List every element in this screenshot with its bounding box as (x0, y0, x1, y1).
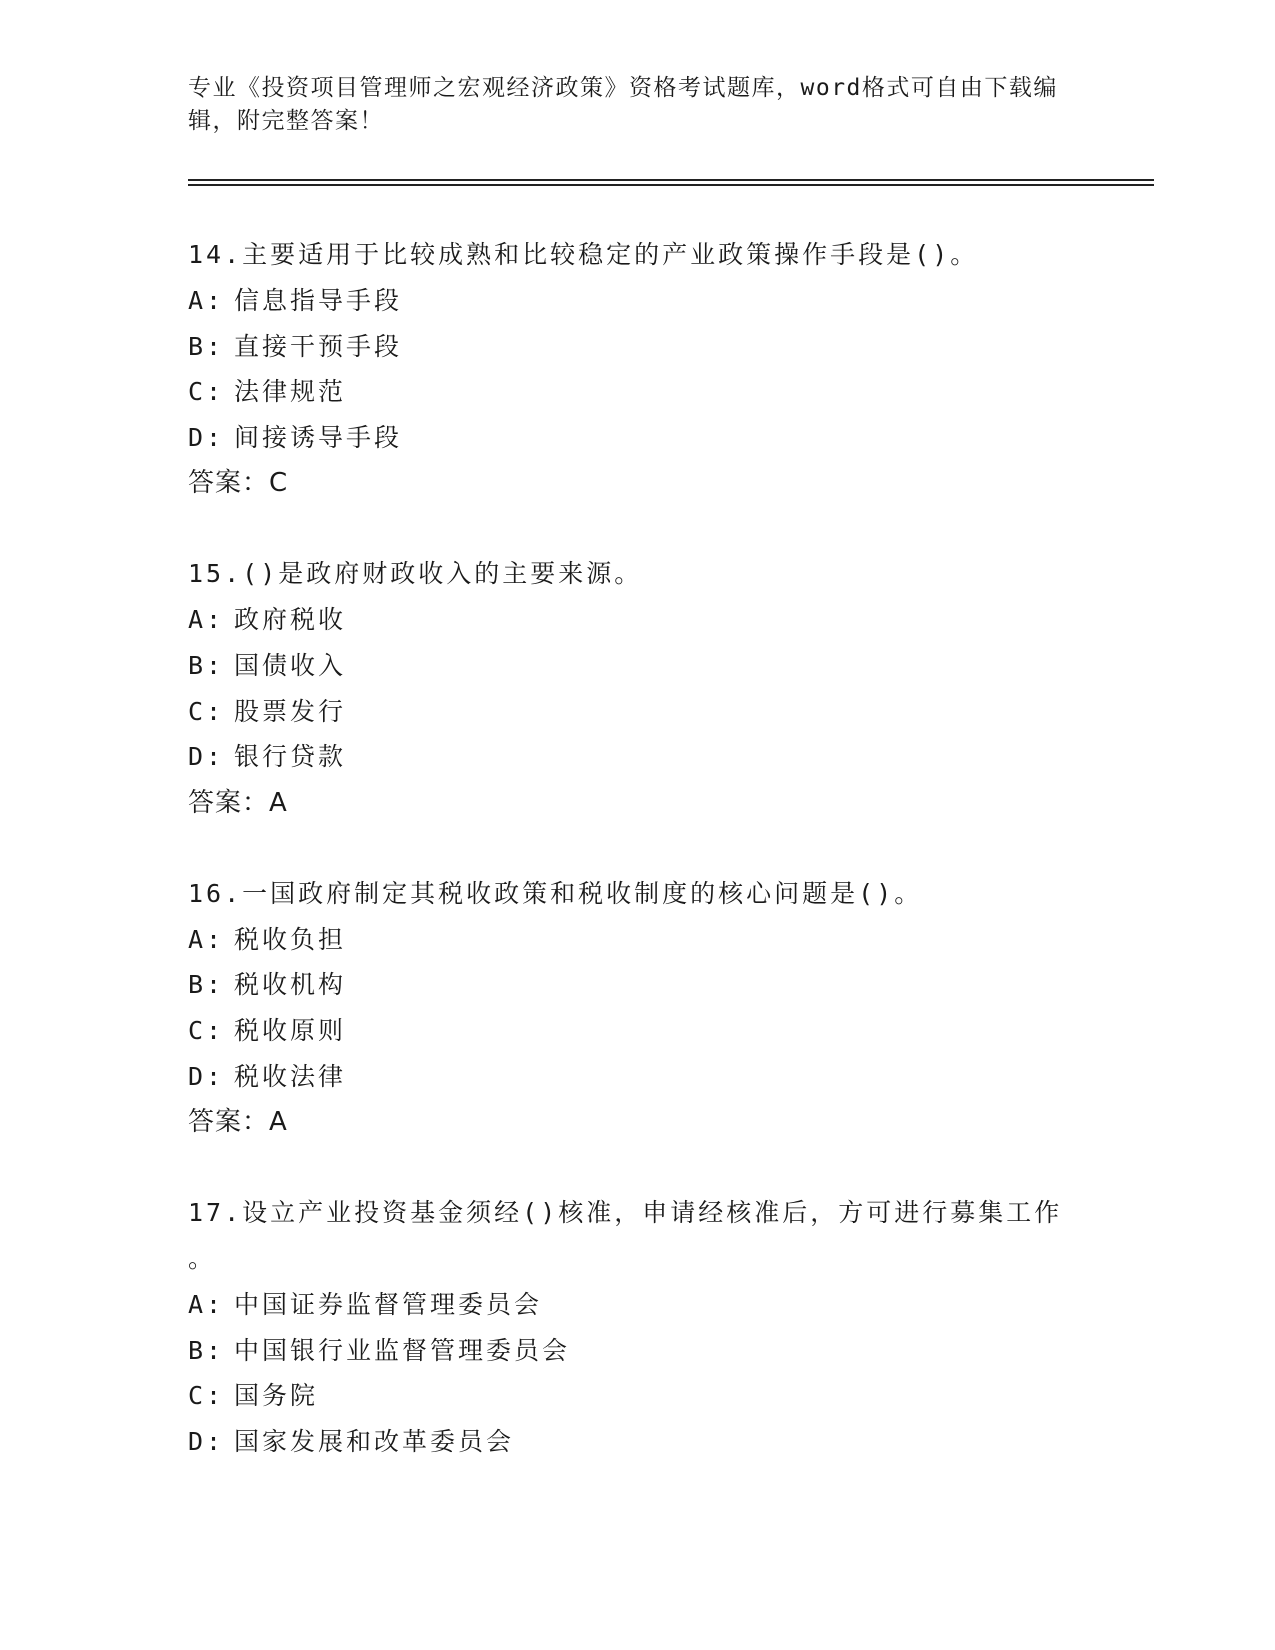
option-text: 中国证券监督管理委员会 (234, 1290, 543, 1320)
question-stem: 14.主要适用于比较成熟和比较稳定的产业政策操作手段是()。 (188, 240, 979, 269)
answer-line: 答案：A (188, 787, 288, 818)
option-d (188, 734, 1108, 780)
answer-line: 答案：A (188, 1107, 288, 1138)
option-d (188, 1419, 1108, 1465)
option-key: D: (188, 1426, 225, 1456)
option-text: 间接诱导手段 (234, 422, 403, 452)
option-text: 国家发展和改革委员会 (234, 1426, 515, 1456)
option-text: 银行贷款 (234, 742, 347, 772)
option-text: 政府税收 (234, 605, 347, 635)
option-c (188, 369, 1108, 415)
option-b (188, 1328, 1108, 1374)
option-a (188, 917, 1108, 963)
option-key: C: (188, 1015, 225, 1045)
option-text: 直接干预手段 (234, 331, 403, 361)
option-text: 信息指导手段 (234, 286, 403, 315)
option-key: B: (188, 331, 225, 361)
question-spacer (188, 506, 1108, 551)
question-stem: 17.设立产业投资基金须经()核准，申请经核准后，方可进行募集工作 (188, 1198, 1063, 1228)
option-key: D: (188, 742, 225, 772)
question-stem: 15.()是政府财政收入的主要来源。 (188, 559, 643, 589)
option-key: A: (188, 605, 225, 635)
option-text: 国务院 (234, 1381, 319, 1411)
option-b (188, 962, 1108, 1008)
question-list (188, 232, 1108, 1465)
option-text: 税收法律 (234, 1061, 347, 1091)
option-c (188, 1008, 1108, 1054)
option-text: 股票发行 (234, 696, 347, 726)
option-key: C: (188, 1381, 225, 1411)
option-key: B: (188, 650, 225, 680)
option-b (188, 324, 1108, 370)
question-spacer (188, 1145, 1108, 1190)
option-text: 税收负担 (234, 924, 347, 954)
option-key: D: (188, 422, 225, 452)
option-key: A: (188, 286, 225, 315)
question-16 (188, 871, 1108, 1145)
option-a (188, 597, 1108, 643)
question-14 (188, 232, 1108, 506)
option-key: B: (188, 1335, 225, 1365)
option-key: A: (188, 1290, 225, 1320)
option-text: 国债收入 (234, 650, 347, 680)
option-c (188, 689, 1108, 735)
option-text: 法律规范 (234, 377, 347, 407)
question-15 (188, 551, 1108, 825)
header-divider-top (188, 179, 1154, 181)
option-key: B: (188, 970, 225, 1000)
question-17 (188, 1190, 1108, 1464)
option-key: D: (188, 1061, 225, 1091)
option-d (188, 415, 1108, 461)
document-intro: 专业《投资项目管理师之宏观经济政策》资格考试题库，word格式可自由下载编辑，附完整答案！ (188, 75, 1058, 134)
option-text: 税收原则 (234, 1015, 347, 1045)
option-key: C: (188, 377, 225, 407)
option-d (188, 1054, 1108, 1100)
question-stem-continuation: 。 (188, 1244, 217, 1274)
option-a (188, 278, 1108, 324)
option-key: C: (188, 696, 225, 726)
question-spacer (188, 826, 1108, 871)
option-text: 中国银行业监督管理委员会 (234, 1335, 571, 1365)
option-text: 税收机构 (234, 970, 347, 1000)
question-stem: 16.一国政府制定其税收政策和税收制度的核心问题是()。 (188, 878, 923, 908)
header-divider-bottom (188, 184, 1154, 186)
answer-line: 答案：C (188, 468, 289, 499)
option-b (188, 643, 1108, 689)
option-a (188, 1282, 1108, 1328)
option-c (188, 1373, 1108, 1419)
option-key: A: (188, 924, 225, 954)
